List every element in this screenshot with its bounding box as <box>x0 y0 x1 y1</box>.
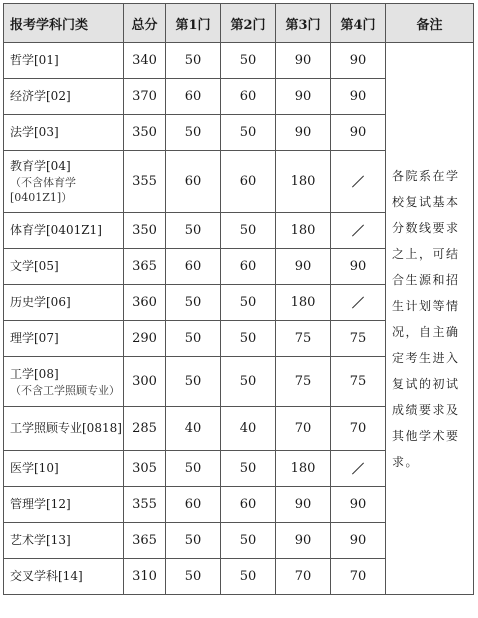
subject-3-score-cell: 180 <box>276 213 331 249</box>
subject-1-score-cell: 50 <box>166 213 221 249</box>
total-score-cell: 365 <box>124 523 166 559</box>
subject-4-score-cell: 90 <box>331 115 386 151</box>
subject-2-score-cell: 40 <box>221 407 276 451</box>
header-subject-2: 第2门 <box>221 4 276 43</box>
subject-cell <box>4 357 124 407</box>
subject-3-score-cell: 90 <box>276 115 331 151</box>
subject-2-score-cell: 50 <box>221 213 276 249</box>
subject-note: （不含工学照顾专业） <box>10 383 120 397</box>
header-row <box>4 4 474 43</box>
subject-name: 体育学[0401Z1] <box>10 223 102 237</box>
subject-3-score-cell: 75 <box>276 357 331 407</box>
subject-2-score-cell: 50 <box>221 523 276 559</box>
subject-3-score-cell: 90 <box>276 249 331 285</box>
subject-cell <box>4 249 124 285</box>
subject-3-score-cell: 180 <box>276 451 331 487</box>
subject-1-score-cell: 60 <box>166 151 221 213</box>
subject-cell <box>4 321 124 357</box>
subject-4-score-cell <box>331 213 386 249</box>
subject-3-score-cell: 70 <box>276 559 331 595</box>
subject-1-score-cell: 50 <box>166 115 221 151</box>
subject-cell <box>4 285 124 321</box>
subject-3-score-cell: 180 <box>276 285 331 321</box>
subject-4-score-cell: 90 <box>331 249 386 285</box>
subject-name: 艺术学[13] <box>10 533 71 547</box>
subject-name: 管理学[12] <box>10 497 71 511</box>
subject-4-score-cell: 70 <box>331 407 386 451</box>
subject-4-score-cell <box>331 285 386 321</box>
subject-2-score-cell: 50 <box>221 559 276 595</box>
header-subject: 报考学科门类 <box>4 4 124 43</box>
total-score-cell: 365 <box>124 249 166 285</box>
subject-4-score-cell: 75 <box>331 321 386 357</box>
subject-1-score-cell: 60 <box>166 79 221 115</box>
subject-4-score-cell: 90 <box>331 79 386 115</box>
subject-2-score-cell: 50 <box>221 115 276 151</box>
header-subject-1: 第1门 <box>166 4 221 43</box>
subject-4-score-cell <box>331 151 386 213</box>
total-score-cell: 355 <box>124 487 166 523</box>
subject-3-score-cell: 70 <box>276 407 331 451</box>
subject-2-score-cell: 50 <box>221 451 276 487</box>
subject-4-score-cell: 75 <box>331 357 386 407</box>
subject-3-score-cell: 180 <box>276 151 331 213</box>
subject-cell <box>4 115 124 151</box>
subject-4-score-cell <box>331 451 386 487</box>
subject-3-score-cell: 90 <box>276 79 331 115</box>
subject-name: 医学[10] <box>10 461 59 475</box>
subject-1-score-cell: 60 <box>166 249 221 285</box>
subject-name: 经济学[02] <box>10 89 71 103</box>
subject-name: 工学照顾专业[0818] <box>10 421 122 435</box>
subject-1-score-cell: 50 <box>166 357 221 407</box>
subject-4-score-cell: 70 <box>331 559 386 595</box>
diagonal-slash-icon <box>352 296 364 308</box>
subject-1-score-cell: 50 <box>166 559 221 595</box>
total-score-cell: 285 <box>124 407 166 451</box>
total-score-cell: 300 <box>124 357 166 407</box>
remark-cell: 各院系在学校复试基本分数线要求之上，可结合生源和招生计划等情况，自主确定考生进入复试的初试成绩要求及其他学术要求。 <box>386 43 474 595</box>
subject-1-score-cell: 40 <box>166 407 221 451</box>
subject-4-score-cell: 90 <box>331 43 386 79</box>
subject-2-score-cell: 50 <box>221 321 276 357</box>
subject-cell <box>4 213 124 249</box>
subject-name: 哲学[01] <box>10 53 59 67</box>
total-score-cell: 305 <box>124 451 166 487</box>
subject-2-score-cell: 50 <box>221 285 276 321</box>
subject-2-score-cell: 60 <box>221 249 276 285</box>
total-score-cell: 290 <box>124 321 166 357</box>
subject-cell <box>4 79 124 115</box>
subject-name: 工学[08] <box>10 366 59 381</box>
subject-cell <box>4 559 124 595</box>
subject-4-score-cell: 90 <box>331 523 386 559</box>
subject-name: 理学[07] <box>10 331 59 345</box>
subject-2-score-cell: 60 <box>221 487 276 523</box>
subject-2-score-cell: 50 <box>221 357 276 407</box>
subject-2-score-cell: 60 <box>221 79 276 115</box>
diagonal-slash-icon <box>352 175 364 187</box>
subject-cell <box>4 43 124 79</box>
total-score-cell: 360 <box>124 285 166 321</box>
total-score-cell: 340 <box>124 43 166 79</box>
subject-1-score-cell: 50 <box>166 321 221 357</box>
subject-3-score-cell: 75 <box>276 321 331 357</box>
header-subject-3: 第3门 <box>276 4 331 43</box>
subject-1-score-cell: 50 <box>166 523 221 559</box>
subject-name: 教育学[04] <box>10 159 71 173</box>
score-requirements-sheet <box>3 3 473 608</box>
subject-3-score-cell: 90 <box>276 43 331 79</box>
header-subject-4: 第4门 <box>331 4 386 43</box>
table-row <box>4 43 474 79</box>
subject-name: 文学[05] <box>10 259 59 273</box>
subject-cell <box>4 487 124 523</box>
subject-name: 交叉学科[14] <box>10 569 83 583</box>
header-remark: 备注 <box>386 4 474 43</box>
subject-cell <box>4 407 124 451</box>
subject-cell <box>4 523 124 559</box>
score-table <box>3 3 474 595</box>
total-score-cell: 350 <box>124 115 166 151</box>
subject-1-score-cell: 60 <box>166 487 221 523</box>
total-score-cell: 350 <box>124 213 166 249</box>
subject-name: 历史学[06] <box>10 295 71 309</box>
subject-2-score-cell: 60 <box>221 151 276 213</box>
subject-cell <box>4 151 124 213</box>
subject-3-score-cell: 90 <box>276 523 331 559</box>
subject-note: （不含体育学[0401Z1]） <box>10 176 76 204</box>
total-score-cell: 355 <box>124 151 166 213</box>
subject-1-score-cell: 50 <box>166 451 221 487</box>
subject-4-score-cell: 90 <box>331 487 386 523</box>
subject-1-score-cell: 50 <box>166 43 221 79</box>
total-score-cell: 370 <box>124 79 166 115</box>
subject-3-score-cell: 90 <box>276 487 331 523</box>
subject-1-score-cell: 50 <box>166 285 221 321</box>
total-score-cell: 310 <box>124 559 166 595</box>
subject-2-score-cell: 50 <box>221 43 276 79</box>
diagonal-slash-icon <box>352 224 364 236</box>
subject-cell <box>4 451 124 487</box>
header-total: 总分 <box>124 4 166 43</box>
diagonal-slash-icon <box>352 462 364 474</box>
subject-name: 法学[03] <box>10 125 59 139</box>
